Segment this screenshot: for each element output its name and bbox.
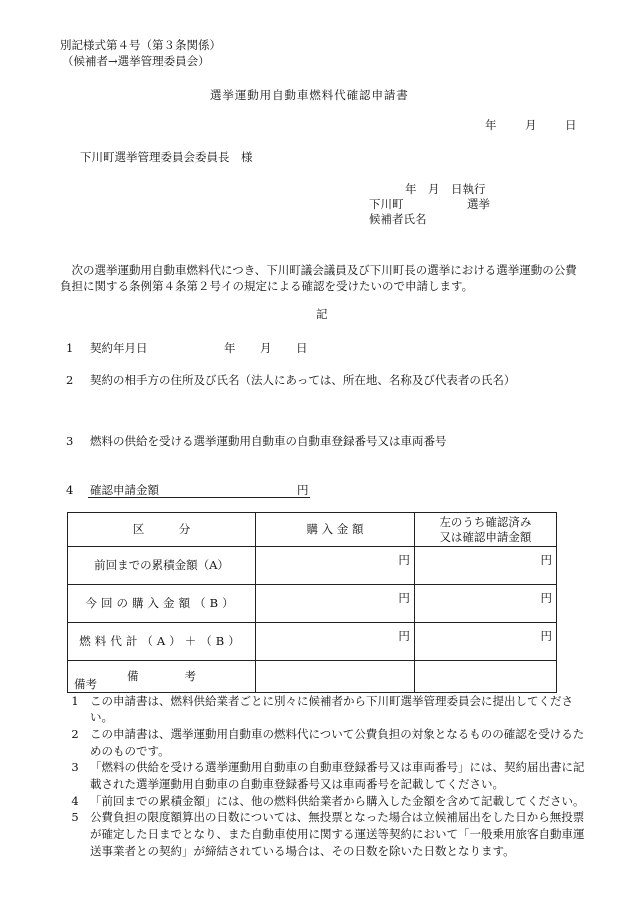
- row-label: 燃料代計（A）＋（B）: [68, 623, 256, 661]
- notes-title: 備考: [74, 677, 97, 691]
- note-item: [60, 759, 590, 792]
- item-4-label: 確認申請金額: [90, 483, 159, 497]
- date-year: 年: [485, 118, 497, 132]
- note-item: [60, 726, 590, 759]
- note-number: 5: [71, 810, 79, 825]
- row-confirmed[interactable]: 円: [414, 585, 556, 623]
- item-4-unit: 円: [297, 483, 309, 497]
- table-row: [68, 547, 557, 585]
- item-1-year: 年: [224, 341, 236, 355]
- row-purchase[interactable]: 円: [256, 585, 415, 623]
- item-3-number: 3: [66, 434, 74, 448]
- election-type: 選挙: [467, 197, 490, 211]
- note-item: [60, 809, 590, 859]
- header-kubun: 区 分: [68, 513, 256, 547]
- addressee: 下川町選挙管理委員会委員長 様: [80, 150, 253, 164]
- note-number: 1: [71, 693, 79, 708]
- note-text: この申請書は、選挙運動用自動車の燃料代について公費負担の対象となるものの確認を受けるためのものです。: [90, 727, 585, 758]
- form-number: 別記様式第４号（第３条関係）: [60, 38, 221, 52]
- note-text: 「前回までの累積金額」には、他の燃料供給業者から購入した金額を含めて記載してください。: [90, 793, 585, 808]
- note-text: 「燃料の供給を受ける選挙運動用自動車の自動車登録番号又は車両番号」には、契約届出書に記載された選挙運動用自動車の自動車登録番号又は車両番号を記載してください。: [90, 760, 585, 792]
- election-town: 下川町: [369, 197, 404, 211]
- row-confirmed[interactable]: 円: [414, 547, 556, 585]
- notes-section: [60, 676, 590, 859]
- note-text: この申請書は、燃料供給業者ごとに別々に候補者から下川町選挙管理委員会に提出してください。: [90, 693, 573, 725]
- note-item: [60, 693, 590, 726]
- item-1-month: 月: [260, 341, 272, 355]
- row-label: 備 考: [68, 661, 256, 693]
- candidate-name-label: 候補者氏名: [369, 212, 427, 226]
- row-label: 前回までの累積金額（A）: [68, 547, 256, 585]
- note-item: [60, 793, 590, 810]
- election-date: 年 月 日執行: [405, 182, 486, 196]
- table-row: [68, 623, 557, 661]
- document-title: 選挙運動用自動車燃料代確認申請書: [210, 88, 409, 102]
- item-3-label: 燃料の供給を受ける選挙運動用自動車の自動車登録番号又は車両番号: [90, 434, 447, 448]
- item-4-number: 4: [66, 483, 74, 497]
- amount-underline: [88, 497, 310, 498]
- ki-marker: 記: [316, 307, 328, 321]
- note-number: 3: [71, 760, 79, 775]
- date-day: 日: [565, 118, 577, 132]
- row-label: 今回の購入金額（B）: [68, 585, 256, 623]
- item-1-number: 1: [66, 341, 74, 355]
- header-purchase: 購 入 金 額: [256, 513, 415, 547]
- table-header-row: [68, 513, 557, 547]
- direction-note: （候補者→選挙管理委員会）: [62, 54, 210, 68]
- note-text: 公費負担の限度額算出の日数については、無投票となった場合は立候補届出をした日から無投票が確定した日までとなり、また自動車使用に関する運送等契約において「一般乗用旅客自動車運送事業者との契約」が締結されている場合は、その日数を除いた日数となります。: [90, 810, 585, 858]
- item-1-label: 契約年月日: [90, 341, 148, 355]
- header-confirmed-line2: 又は確認申請金額: [439, 529, 532, 544]
- row-confirmed[interactable]: 円: [414, 623, 556, 661]
- item-2-number: 2: [66, 373, 74, 387]
- row-purchase[interactable]: 円: [256, 547, 415, 585]
- item-1-day: 日: [296, 341, 308, 355]
- purchase-table: [67, 512, 557, 693]
- note-number: 2: [71, 727, 79, 742]
- body-text: 次の選挙運動用自動車燃料代につき、下川町議会議員及び下川町長の選挙における選挙運動の公費負担に関する条例第４条第２号イの規定による確認を受けたいので申請します。: [60, 263, 577, 294]
- header-confirmed-line1: 左のうち確認済み: [439, 515, 532, 530]
- item-2-label: 契約の相手方の住所及び氏名（法人にあっては、所在地、名称及び代表者の氏名）: [90, 373, 516, 387]
- date-month: 月: [525, 118, 537, 132]
- table-row: [68, 585, 557, 623]
- note-number: 4: [71, 793, 79, 808]
- row-purchase[interactable]: 円: [256, 623, 415, 661]
- header-confirmed: [414, 513, 556, 547]
